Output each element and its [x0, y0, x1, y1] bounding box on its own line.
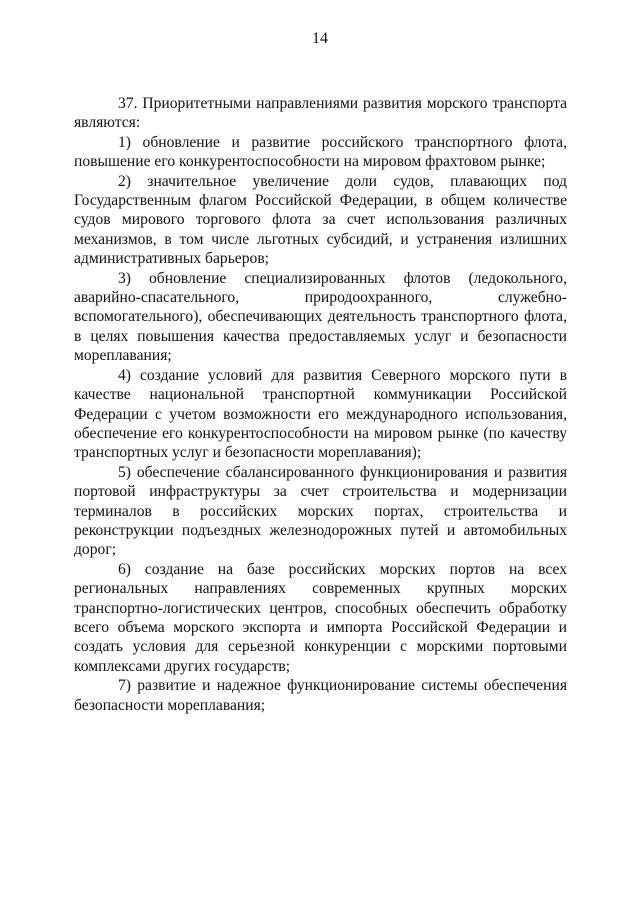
list-item-6: 6) создание на базе российских морских портов на всех региональных направлениях современных крупных морских транспортно-логистических центров, способных обеспечить обработку всего объема морского экспорта и импорта Российской Федерации и создать условия для серьезной конкуренции с морскими портовыми комплексами других государств; — [74, 560, 567, 675]
document-body — [74, 94, 567, 715]
list-item-3: 3) обновление специализированных флотов (ледокольного, аварийно-спасательного, природоохранного, служебно-вспомогательного), обеспечивающих деятельность транспортного флота, в целях повышения качества предоставляемых услуг и безопасности мореплавания; — [74, 269, 567, 365]
list-item-2: 2) значительное увеличение доли судов, плавающих под Государственным флагом Российской Федерации, в общем количестве судов мирового торгового флота за счет использования различных механизмов, в том числе льготных субсидий, и устранения излишних административных барьеров; — [74, 172, 567, 268]
list-item-1: 1) обновление и развитие российского транспортного флота, повышение его конкурентоспособности на мировом фрахтовом рынке; — [74, 133, 567, 171]
page-number: 14 — [312, 30, 328, 47]
paragraph-37-intro: 37. Приоритетными направлениями развития морского транспорта являются: — [74, 95, 567, 132]
list-item-7: 7) развитие и надежное функционирование системы обеспечения безопасности мореплавания; — [74, 677, 567, 714]
list-item-5: 5) обеспечение сбалансированного функционирования и развития портовой инфраструктуры за счет строительства и модернизации терминалов в российских морских портах, строительства и реконструкции подъездных железнодорожных путей и автомобильных дорог; — [74, 463, 567, 559]
list-item-4: 4) создание условий для развития Северного морского пути в качестве национальной транспортной коммуникации Российской Федерации с учетом возможности его международного использования, обеспечение его конкурентоспособности на мировом рынке (по качеству транспортных услуг и безопасности мореплавания); — [74, 366, 567, 462]
